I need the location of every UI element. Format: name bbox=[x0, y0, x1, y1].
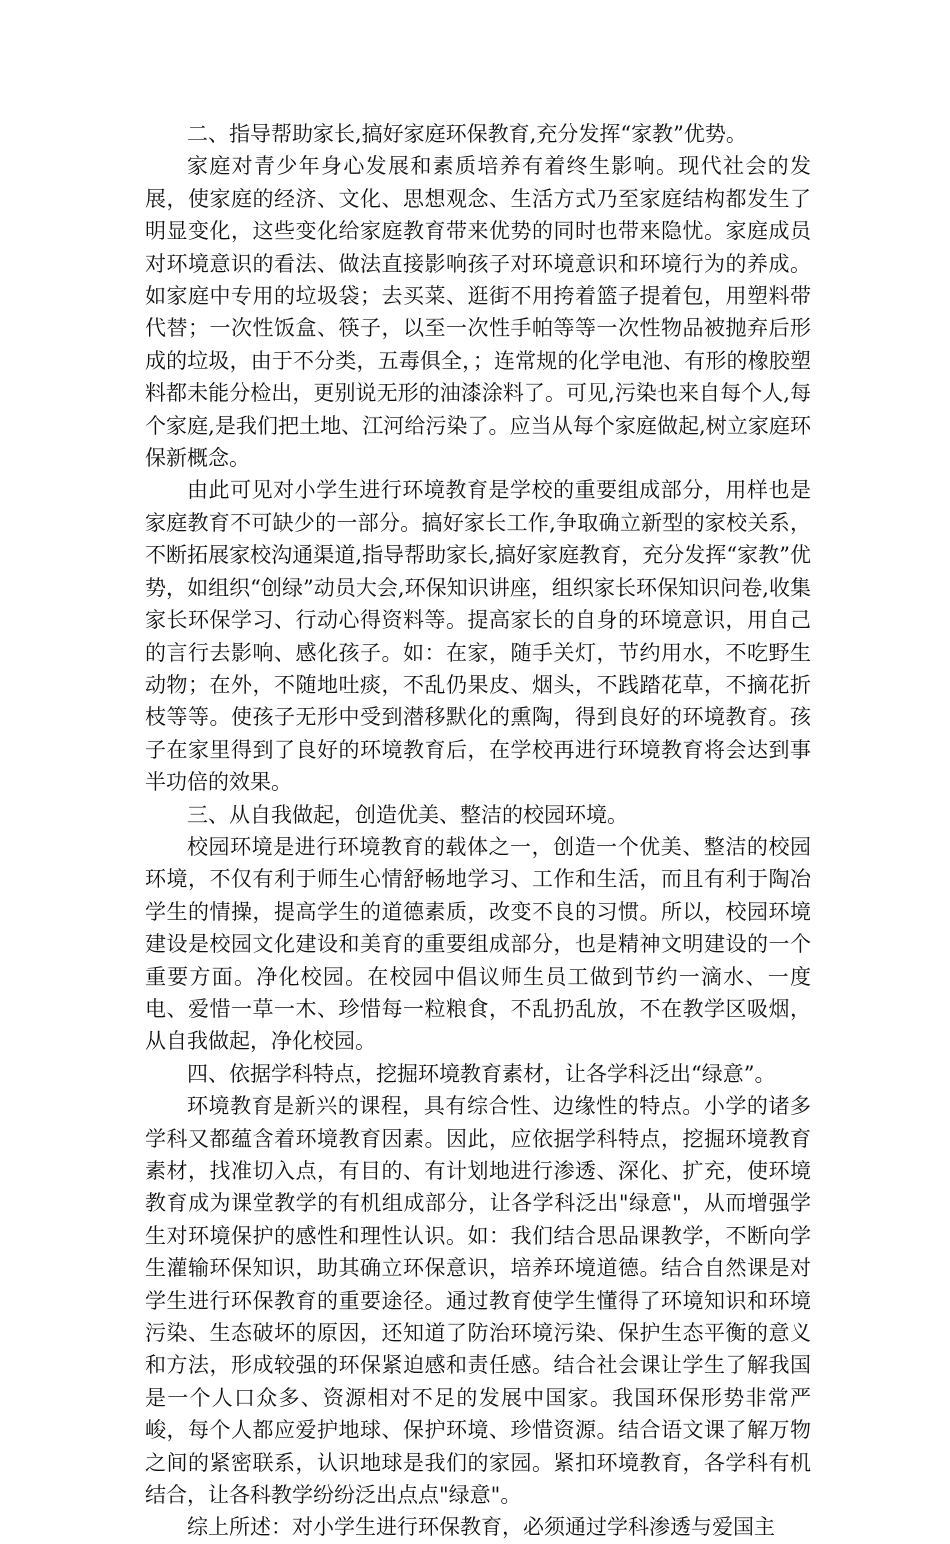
section-heading-3: 三、从自我做起，创造优美、整洁的校园环境。 bbox=[187, 802, 628, 827]
paragraph-subject-integration: 环境教育是新兴的课程，具有综合性、边缘性的特点。小学的诸多学科又都蕴含着环境教育因素。因此，应依据学科特点，挖掘环境教育素材，找准切入点，有目的、有计划地进行渗透、深化、扩充，使环境教育成为课堂教学的有机组成部分，让各学科泛出"绿意"，从而增强学生对环境保护的感性和理性认识。如：我们结合思品课教学，不断向学生灌输环保知识，助其确立环保意识，培养环境道德。结合自然课是对学生进行环保教育的重要途径。通过教育使学生懂得了环境知识和环境污染、生态破坏的原因，还知道了防治环境污染、保护生态平衡的意义和方法，形成较强的环保紧迫感和责任感。结合社会课让学生了解我国是一个人口众多、资源相对不足的发展中国家。我国环保形势非常严峻，每个人都应爱护地球、保护环境、珍惜资源。结合语文课了解万物之间的紧密联系，认识地球是我们的家园。紧扣环境教育，各学科有机结合，让各科教学纷纷泛出点点"绿意"。 bbox=[145, 1094, 811, 1508]
paragraph-campus-environment: 校园环境是进行环境教育的载体之一，创造一个优美、整洁的校园环境，不仅有利于师生心情舒畅地学习、工作和生活，而且有利于陶冶学生的情操，提高学生的道德素质，改变不良的习惯。所以，校园环境建设是校园文化建设和美育的重要组成部分，也是精神文明建设的一个重要方面。净化校园。在校园中倡议师生员工做到节约一滴水、一度电、爱惜一草一木、珍惜每一粒粮食，不乱扔乱放，不在教学区吸烟，从自我做起，净化校园。 bbox=[145, 834, 811, 1054]
paragraph-family-influence: 家庭对青少年身心发展和素质培养有着终生影响。现代社会的发展，使家庭的经济、文化、思想观念、生活方式乃至家庭结构都发生了明显变化，这些变化给家庭教育带来优势的同时也带来隐忧。家庭成员对环境意识的看法、做法直接影响孩子对环境意识和环境行为的养成。如家庭中专用的垃圾袋；去买菜、逛街不用挎着篮子提着包，用塑料带代替；一次性饭盒、筷子，以至一次性手帕等等一次性物品被抛弃后形成的垃圾，由于不分类，五毒俱全，；连常规的化学电池、有形的橡胶塑料都未能分检出，更别说无形的油漆涂料了。可见,污染也来自每个人,每个家庭,是我们把土地、江河给污染了。应当从每个家庭做起,树立家庭环保新概念。 bbox=[145, 154, 811, 471]
section-heading-2: 二、指导帮助家长,搞好家庭环保教育,充分发挥“家教”优势。 bbox=[187, 122, 747, 146]
section-heading-4: 四、依据学科特点，挖掘环境教育素材，让各学科泛出“绿意”。 bbox=[187, 1061, 776, 1086]
paragraph-home-school: 由此可见对小学生进行环境教育是学校的重要组成部分，用样也是家庭教育不可缺少的一部分。搞好家长工作,争取确立新型的家校关系，不断拓展家校沟通渠道,指导帮助家长,搞好家庭教育，充分发挥“家教”优势，如组织“创绿”动员大会,环保知识讲座，组织家长环保知识问卷,收集家长环保学习、行动心得资料等。提高家长的自身的环境意识，用自己的言行去影响、感化孩子。如：在家，随手关灯，节约用水，不吃野生动物；在外，不随地吐痰，不乱仍果皮、烟头，不践踏花草，不摘花折枝等等。使孩子无形中受到潜移默化的熏陶，得到良好的环境教育。孩子在家里得到了良好的环境教育后，在学校再进行环境教育将会达到事半功倍的效果。 bbox=[145, 478, 811, 795]
document-body bbox=[145, 118, 811, 1544]
paragraph-conclusion: 综上所述：对小学生进行环保教育，必须通过学科渗透与爱国主 bbox=[187, 1515, 775, 1540]
